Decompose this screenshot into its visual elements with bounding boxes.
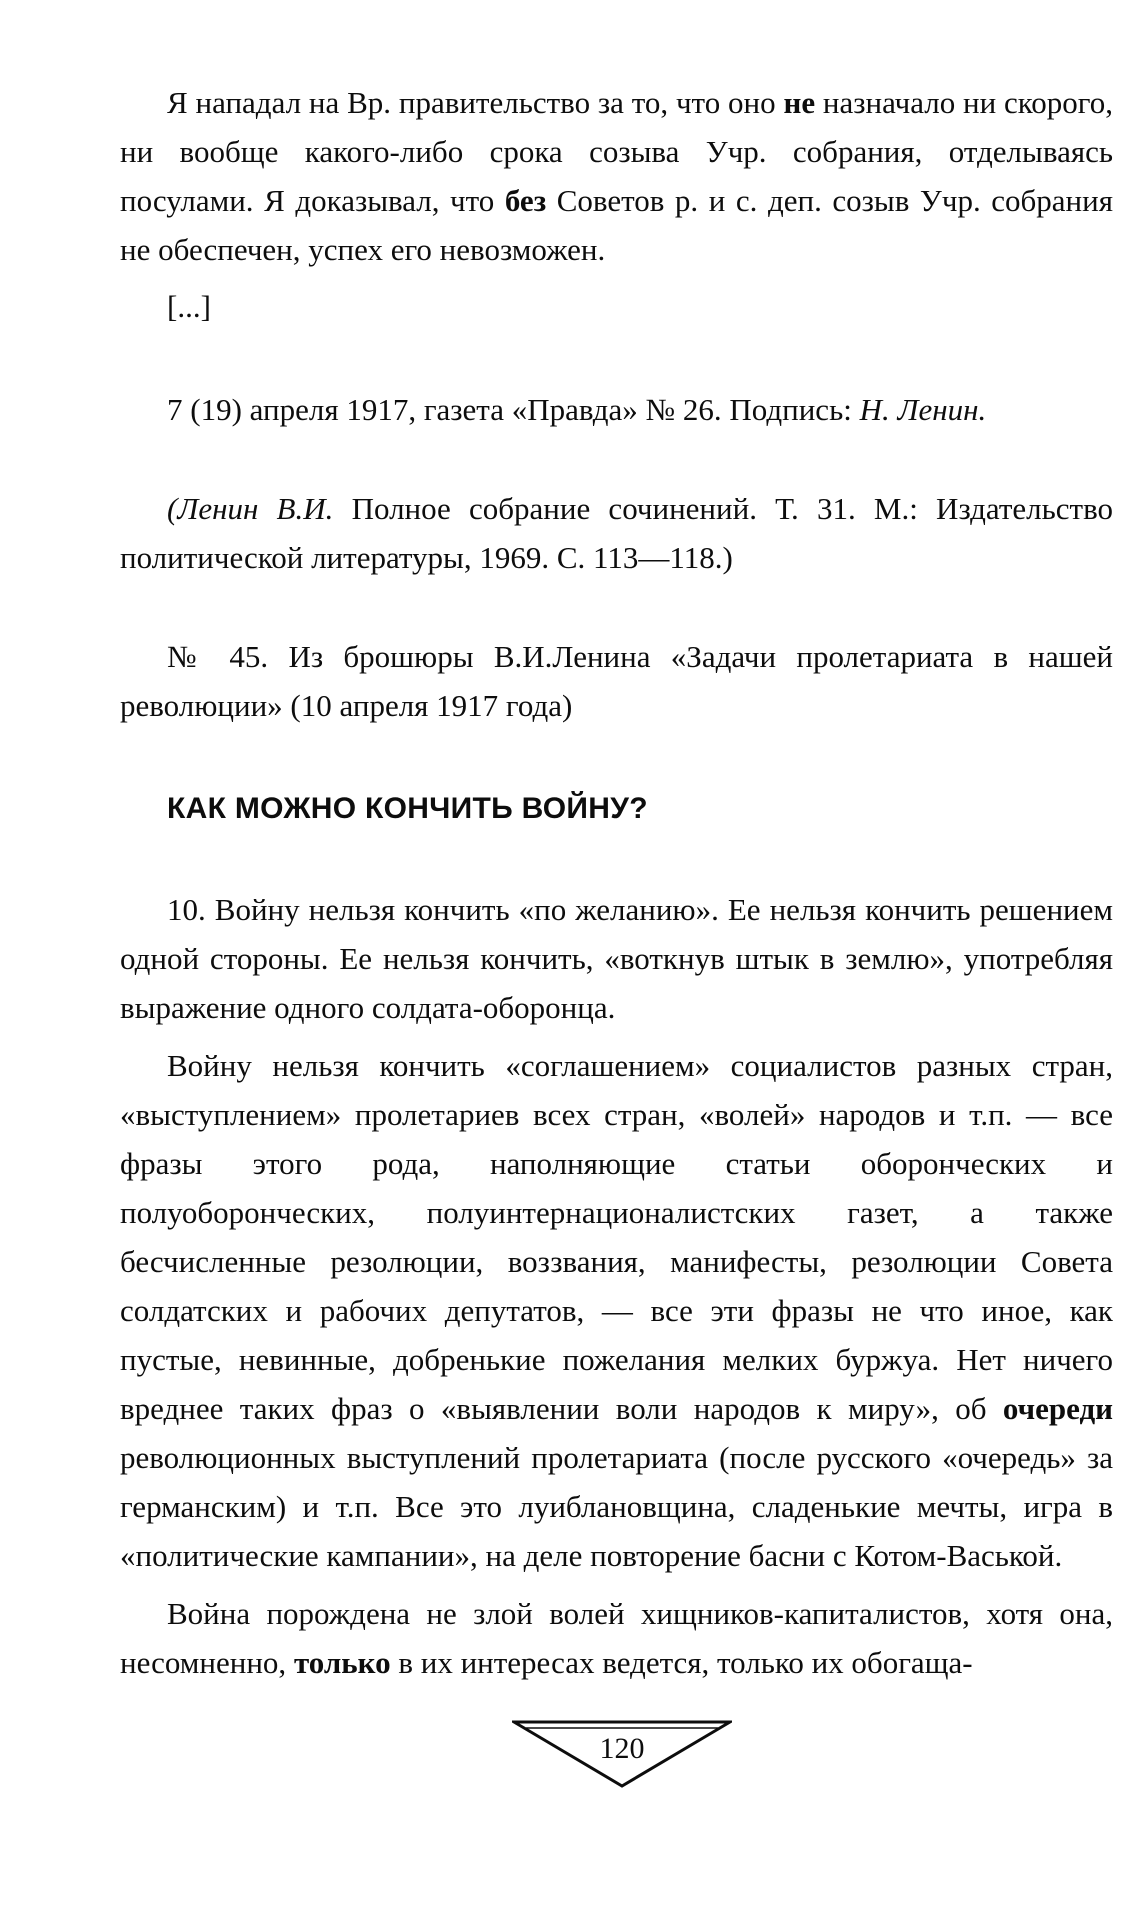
text-segment: Война порождена не злой волей хищников-капиталистов, хотя она, несомненно, [120, 1596, 1113, 1680]
page-body [120, 78, 1113, 1687]
emphasis-bez: без [504, 183, 547, 218]
text-segment: назначало ни скорого, ни вообще какого-либо срока созыва Учр. собрания, отделываясь посулами. Я доказывал, что [120, 85, 1113, 218]
page-number: 120 [599, 1732, 645, 1765]
citation-open-paren: ( [167, 491, 178, 526]
emphasis-tolko: только [293, 1645, 391, 1680]
publication-dateline [120, 385, 1113, 434]
citation-author: Ленин В.И. [177, 491, 334, 526]
paragraph-vp-criticism [120, 78, 1113, 274]
text-segment: Войну нельзя кончить «соглашением» социалистов разных стран, «выступлением» пролетариев всех стран, «волей» народов и т.п. — все фразы этого рода, наполняющие статьи оборонческих и полуоборонческих, полуинтернационалистских газет, а также бесчисленные резолюции, воззвания, манифесты, резолюции Совета солдатских и рабочих депутатов, — все эти фразы не что иное, как пустые, невинные, добренькие пожелания мелких буржуа. Нет ничего вреднее таких фраз о «выявлении воли народов к миру», об [120, 1048, 1113, 1426]
dateline-text: 7 (19) апреля 1917, газета «Правда» № 26. Подпись: [167, 392, 860, 427]
text-segment: в их интересах ведется, только их обогаща- [390, 1645, 973, 1680]
text-segment: революционных выступлений пролетариата (после русского «очередь» за германским) и т.п. Все это луиблановщина, сладенькие мечты, игра в «политические кампании», на деле повторение басни с Котом-Васькой. [120, 1440, 1113, 1573]
source-citation [120, 484, 1113, 582]
emphasis-ocheredi: очереди [1002, 1391, 1113, 1426]
section-title: КАК МОЖНО КОНЧИТЬ ВОЙНУ? [167, 792, 648, 825]
text-segment: Я нападал на Вр. правительство за то, что оно [167, 85, 784, 120]
omission-mark: [...] [167, 289, 211, 324]
document-heading: № 45. Из брошюры В.И.Ленина «Задачи пролетариата в нашей революции» (10 апреля 1917 года) [120, 639, 1113, 723]
signature: Н. Ленин. [859, 392, 987, 427]
page-number-marker [512, 1718, 732, 1790]
paragraph-10: 10. Войну нельзя кончить «по желанию». Ее нельзя кончить решением одной стороны. Ее нельзя кончить, «воткнув штык в землю», употребляя выражение одного солдата-оборонца. [120, 892, 1113, 1025]
text-segment: Советов р. и с. деп. созыв Учр. собрания не обеспечен, успех его невозможен. [120, 183, 1113, 267]
paragraph-war-agreements [120, 1041, 1113, 1580]
citation-text: Полное собрание сочинений. Т. 31. М.: Издательство политической литературы, 1969. С. 113—118.) [120, 491, 1114, 575]
paragraph-war-origin [120, 1589, 1113, 1687]
emphasis-ne: не [783, 85, 816, 120]
